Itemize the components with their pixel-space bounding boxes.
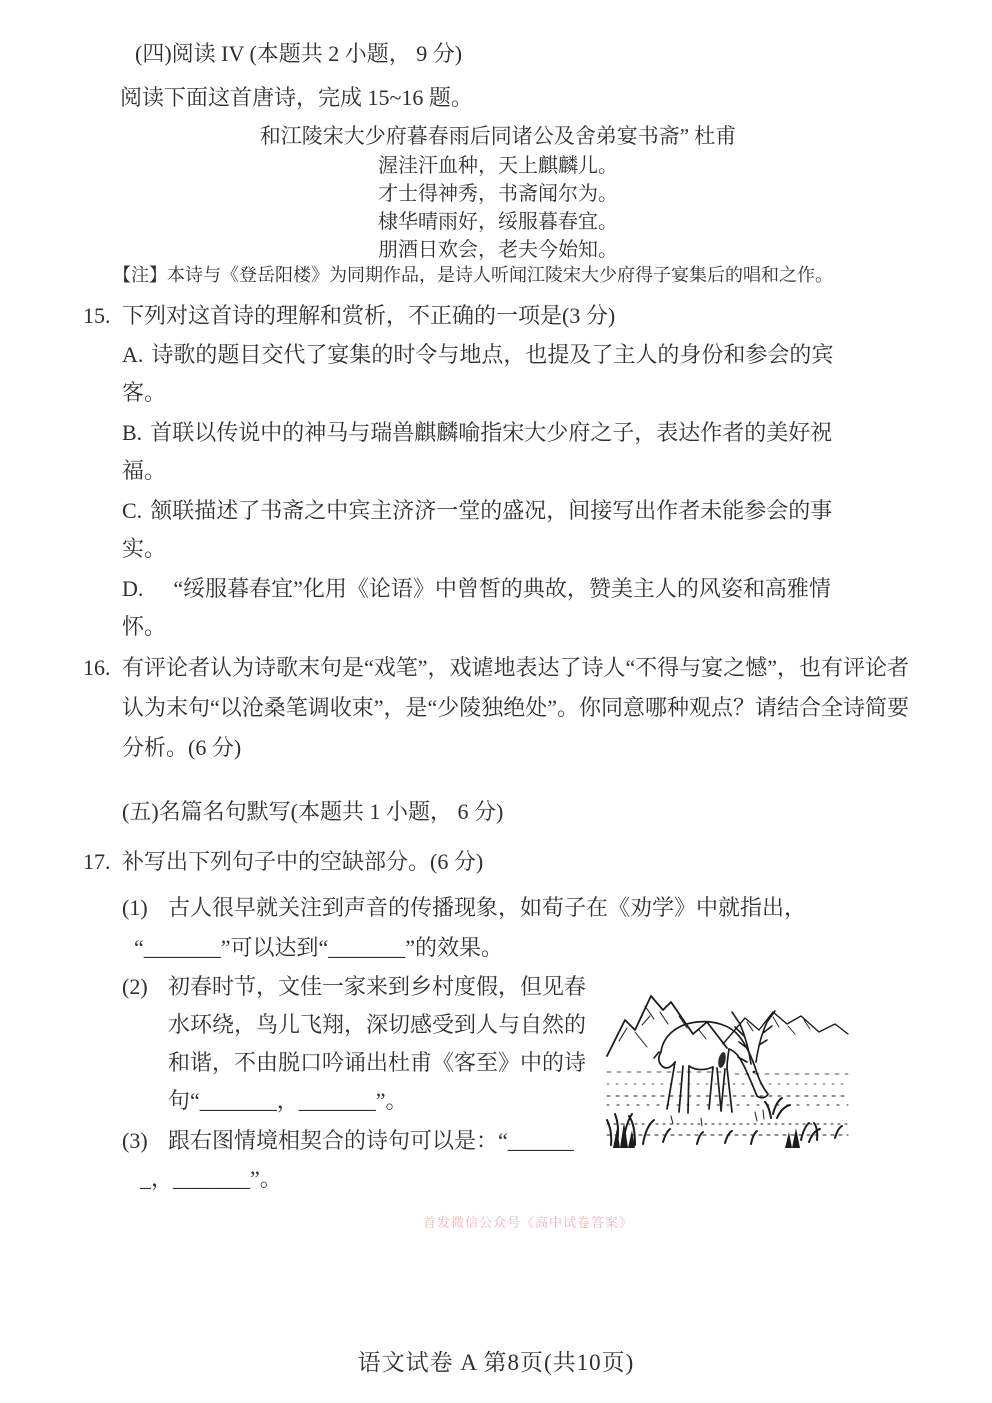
question-stem-text: 下列对这首诗的理解和赏析，不正确的一项是(3 分) [122,303,616,328]
option-a [122,336,862,412]
option-d [122,570,862,646]
question-17-items [122,888,896,1198]
option-label: B. [122,420,143,445]
question-number: 17. [83,849,111,874]
item-label: (2) [122,974,148,999]
watermark: 首发微信公众号《高中试卷答案》 [422,1215,633,1230]
reading-instruction: 阅读下面这首唐诗，完成 15~16 题。 [120,85,473,110]
poem-title: 和江陵宋大少府暮春雨后同诸公及舍弟宴书斋” 杜甫 [259,124,737,148]
question-16 [83,648,913,768]
question-16-stem [83,648,929,768]
item-text-blanks: _，_______”。 [140,1166,282,1191]
option-c [122,492,862,568]
deer-illustration [605,972,850,1150]
poem-block [83,120,913,264]
item-text: 古人很早就关注到声音的传播现象，如荀子在《劝学》中就指出， [168,895,807,920]
question-stem-text: 补写出下列句子中的空缺部分。(6 分) [122,849,484,874]
page-footer: 语文试卷 A 第8页(共10页) [357,1350,635,1375]
option-text: 颔联描述了书斋之中宾主济济一堂的盛况，间接写出作者未能参会的事实。 [122,498,833,561]
question-17-stem [83,842,912,882]
section5-heading: (五)名篇名句默写(本题共 1 小题， 6 分) [122,799,504,824]
item-label: (1) [122,895,148,920]
option-text: “绥服暮春宜”化用《论语》中曾皙的典故，赞美主人的风姿和高雅情怀。 [122,576,831,639]
option-text: 诗歌的题目交代了宴集的时令与地点，也提及了主人的身份和参会的宾客。 [122,342,834,405]
question-15 [83,296,913,646]
poem-line: 棣华晴雨好，绥服暮春宜。 [378,211,618,233]
section4-heading: (四)阅读 IV (本题共 2 小题， 9 分) [135,41,463,66]
poem-note: 【注】本诗与《登岳阳楼》为同期作品，是诗人听闻江陵宋大少府得子宴集后的唱和之作。 [113,265,833,285]
question-number: 15. [83,303,111,328]
question-number: 16. [83,655,111,680]
option-text: 首联以传说中的神马与瑞兽麒麟喻指宋大少府之子，表达作者的美好祝福。 [122,420,833,483]
item-text: 初春时节，文佳一家来到乡村度假，但见春水环绕，鸟儿飞翔，深切感受到人与自然的和谐，不由脱口吟诵出杜甫《客至》中的诗句“_______，_______”。 [168,974,587,1113]
poem-line: 才士得神秀，书斋闻尔为。 [378,183,618,205]
q17-item-1 [122,888,896,968]
option-label: A. [122,342,144,367]
page-content [83,20,913,1231]
item-text-blanks: “_______”可以达到“_______”的效果。 [134,935,504,960]
poem-line: 渥洼汗血种，天上麒麟儿。 [378,155,618,177]
question-15-stem [83,296,913,336]
poem-line: 朋酒日欢会，老夫今始知。 [378,239,618,261]
option-label: D. [122,576,144,601]
item-text: 跟右图情境相契合的诗句可以是：“______ [168,1128,574,1153]
question-stem-text: 有评论者认为诗歌末句是“戏笔”，戏谑地表达了诗人“不得与宴之憾”，也有评论者认为末句“以沧桑笔调收束”，是“少陵独绝处”。你同意哪种观点？请结合全诗简要分析。(6 分) [122,655,910,760]
question-17 [83,842,913,1198]
item-label: (3) [122,1128,148,1153]
option-b [122,414,862,490]
question-15-options [122,336,862,646]
option-label: C. [122,498,143,523]
